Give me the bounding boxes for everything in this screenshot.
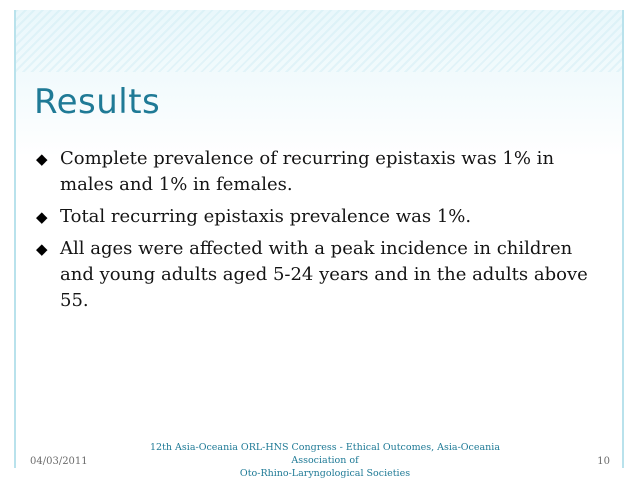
bullet-text: Total recurring epistaxis prevalence was 1%. (60, 206, 472, 227)
slide-title: Results (34, 82, 161, 122)
page-number: 10 (597, 456, 610, 467)
bullet-list (36, 146, 596, 320)
diamond-bullet-icon: ◆ (36, 240, 48, 258)
bullet-text: All ages were affected with a peak incidence in children and young adults aged 5-24 years and in the adults above 55. (60, 238, 588, 311)
footer-conference (140, 441, 510, 479)
footer-conference-line2: Oto-Rhino-Laryngological Societies (239, 468, 411, 479)
diamond-bullet-icon: ◆ (36, 208, 48, 226)
bullet-item (36, 236, 596, 314)
bullet-text: Complete prevalence of recurring epistaxis was 1% in males and 1% in females. (60, 148, 555, 195)
bullet-item (36, 204, 596, 230)
diamond-bullet-icon: ◆ (36, 150, 48, 168)
bullet-item (36, 146, 596, 198)
footer-conference-line1: 12th Asia-Oceania ORL-HNS Congress - Ethical Outcomes, Asia-Oceania Association of (150, 442, 500, 466)
decorative-header-band (16, 10, 622, 72)
footer-date: 04/03/2011 (30, 456, 88, 467)
